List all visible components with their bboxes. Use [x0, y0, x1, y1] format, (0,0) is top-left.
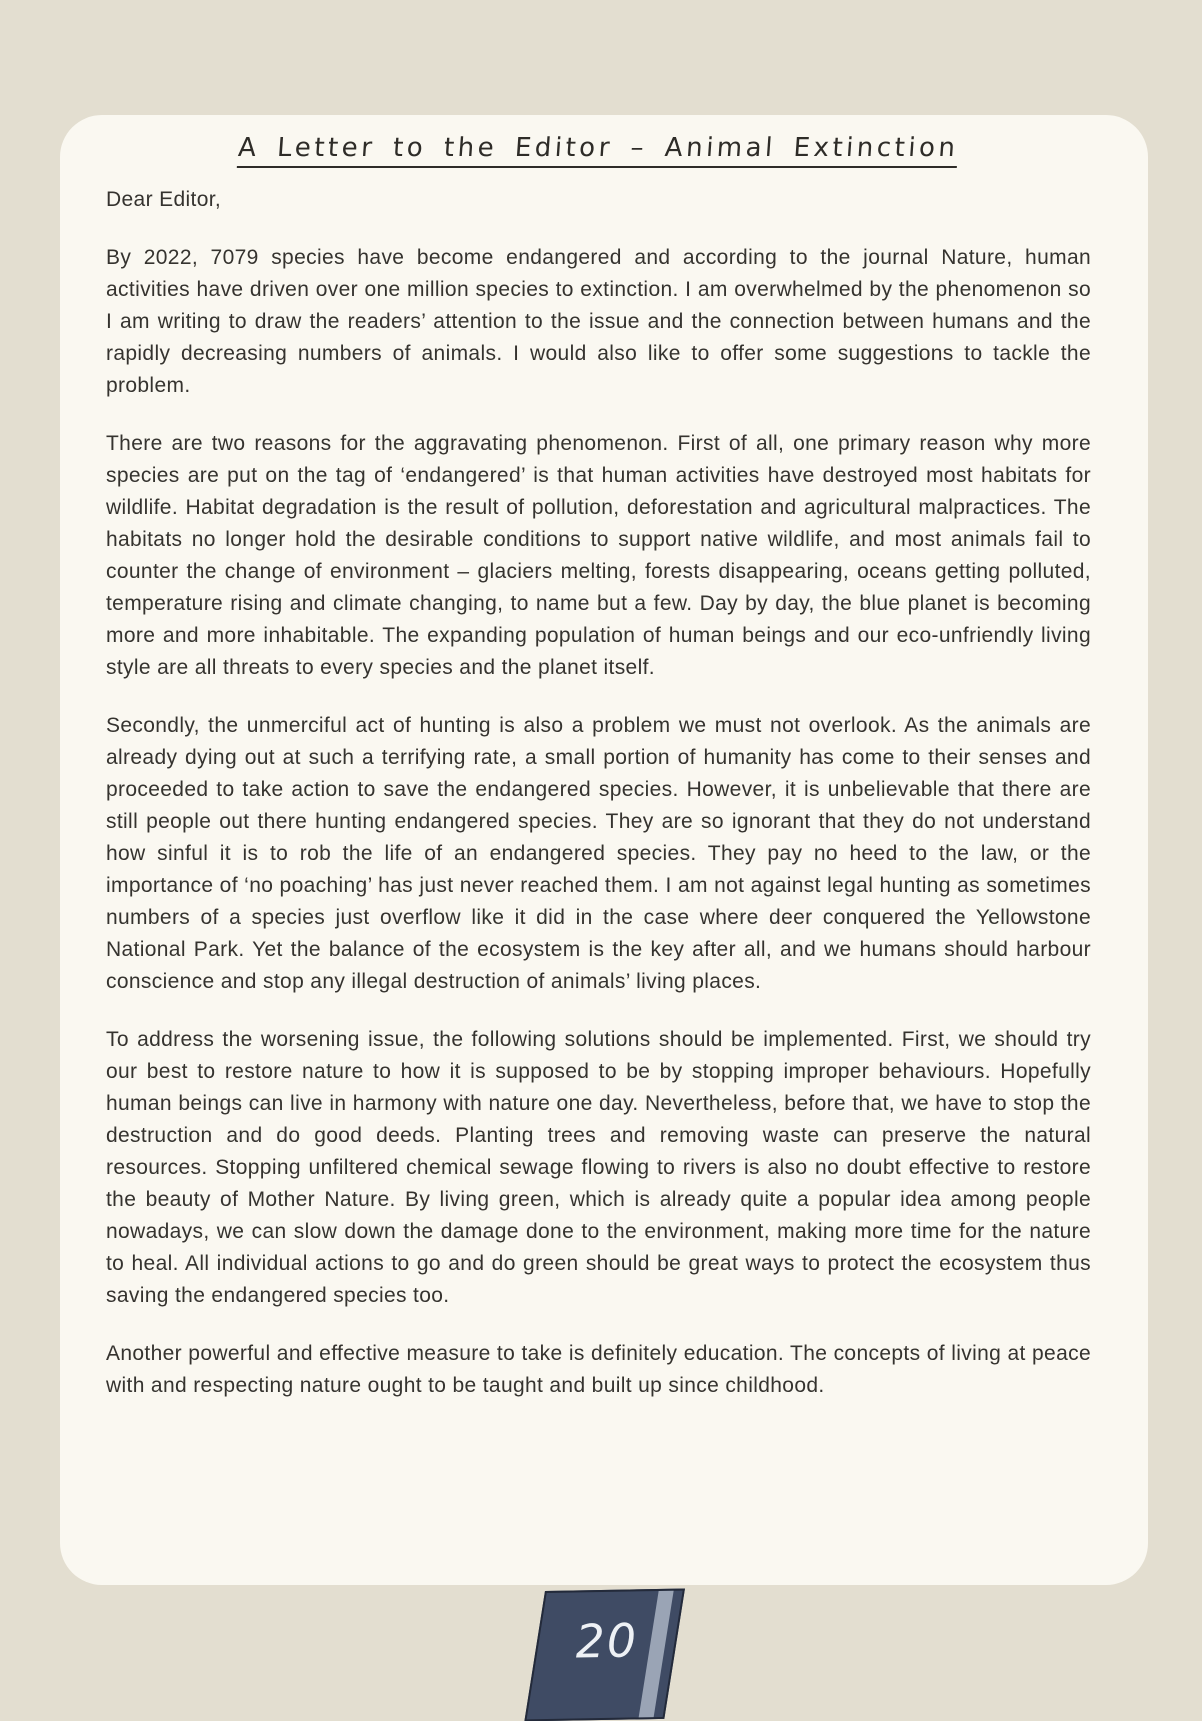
- letter-paragraph-2: There are two reasons for the aggravating phenomenon. First of all, one primary reason why more species are put on the tag of ‘endangered’ is that human activities have destroyed most habitats for wildlife. Habitat degradation is the result of pollution, deforestation and agricultural malpractices. The habitats no longer hold the desirable conditions to support native wildlife, and most animals fail to counter the change of environment – glaciers melting, forests disappearing, oceans getting polluted, temperature rising and climate changing, to name but a few. Day by day, the blue planet is becoming more and more inhabitable. The expanding population of human beings and our eco-unfriendly living style are all threats to every species and the planet itself.: [106, 432, 1091, 679]
- page-number: 20: [575, 1613, 639, 1669]
- letter-title: A Letter to the Editor – Animal Extinction: [237, 133, 960, 168]
- page-number-badge: [524, 1589, 685, 1721]
- letter-paragraph-3: Secondly, the unmerciful act of hunting is also a problem we must not overlook. As the animals are already dying out at such a terrifying rate, a small portion of humanity has come to their senses and proceeded to take action to save the endangered species. However, it is unbelievable that there are still people out there hunting endangered species. They are so ignorant that they do not understand how sinful it is to rob the life of an endangered species. They pay no heed to the law, or the importance of ‘no poaching’ has just never reached them. I am not against legal hunting as sometimes numbers of a species just overflow like it did in the case where deer conquered the Yellowstone National Park. Yet the balance of the ecosystem is the key after all, and we humans should harbour conscience and stop any illegal destruction of animals’ living places.: [106, 714, 1091, 993]
- letter-card: [60, 115, 1148, 1585]
- salutation: Dear Editor,: [106, 188, 222, 211]
- letter-paragraph-4: To address the worsening issue, the following solutions should be implemented. First, we should try our best to restore nature to how it is supposed to be by stopping improper behaviours. Hopefully human beings can live in harmony with nature one day. Nevertheless, before that, we have to stop the destruction and do good deeds. Planting trees and removing waste can preserve the natural resources. Stopping unfiltered chemical sewage flowing to rivers is also no doubt effective to restore the beauty of Mother Nature. By living green, which is already quite a popular idea among people nowadays, we can slow down the damage done to the environment, making more time for the nature to heal. All individual actions to go and do green should be great ways to protect the ecosystem thus saving the endangered species too.: [106, 1028, 1091, 1307]
- letter-paragraph-1: By 2022, 7079 species have become endangered and according to the journal Nature, human activities have driven over one million species to extinction. I am overwhelmed by the phenomenon so I am writing to draw the readers’ attention to the issue and the connection between humans and the rapidly decreasing numbers of animals. I would also like to offer some suggestions to tackle the problem.: [106, 246, 1091, 397]
- letter-title-row: [106, 133, 1091, 168]
- letter-paragraph-5: Another powerful and effective measure to take is definitely education. The concepts of living at peace with and respecting nature ought to be taught and built up since childhood.: [106, 1342, 1091, 1397]
